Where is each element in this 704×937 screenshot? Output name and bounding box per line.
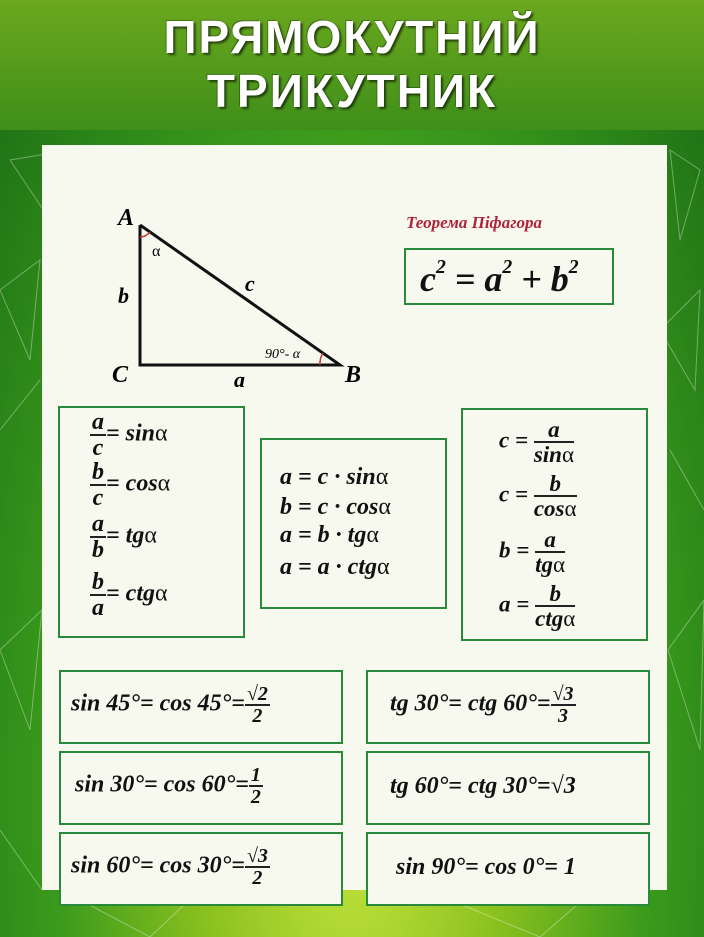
ratio-ctg: $\frac{b}{a}$ = ctgα bbox=[92, 569, 168, 621]
side-b-label: b bbox=[118, 283, 129, 308]
title-line-2: ТРИКУТНИК bbox=[206, 65, 498, 117]
vertex-c-label: C bbox=[112, 362, 129, 388]
identity-box-tg60 bbox=[366, 751, 650, 825]
pythagoras-label: Теорема Піфагора bbox=[406, 213, 542, 232]
ratio-tg: $\frac{a}{b}$ = tgα bbox=[92, 511, 157, 563]
quotient-row-2: c = $\frac{b}{\cos\alpha}$ bbox=[499, 471, 577, 521]
identity-sin45: sin 45°= cos 45°= $\frac{√2}{2}$ bbox=[71, 683, 268, 727]
angle-b-arc bbox=[320, 353, 323, 365]
identity-tg30: tg 30°= ctg 60°= $\frac{√3}{3}$ bbox=[390, 683, 574, 727]
title-banner bbox=[0, 0, 704, 130]
angle-alpha-label: α bbox=[152, 243, 161, 260]
product-row-2: b = c · cosα bbox=[280, 494, 391, 520]
identity-sin30: sin 30°= cos 60°= $\frac{1}{2}$ bbox=[75, 764, 261, 808]
quotient-row-3: b = $\frac{a}{\text{tgα}}$ bbox=[499, 527, 566, 577]
angle-b-label: 90°- α bbox=[265, 347, 301, 362]
ratio-cos: $\frac{b}{c}$ = cosα bbox=[92, 459, 171, 511]
pythagoras-formula-box bbox=[404, 248, 614, 305]
identity-box-sin45 bbox=[59, 670, 343, 744]
product-row-3: a = b · tgα bbox=[280, 522, 379, 548]
ratio-definitions-box bbox=[58, 406, 245, 638]
identity-box-sin60 bbox=[59, 832, 343, 906]
pythagoras-formula: $c^2 = a^2 + b^2$ bbox=[420, 256, 579, 299]
identity-sin60: sin 60°= cos 30°= $\frac{√3}{2}$ bbox=[71, 845, 268, 889]
quotient-row-1: c = $\frac{a}{\sin\alpha}$ bbox=[499, 417, 575, 467]
identity-box-sin30 bbox=[59, 751, 343, 825]
identity-box-sin90 bbox=[366, 832, 650, 906]
product-row-4: a = a · ctgα bbox=[280, 554, 390, 580]
side-products-box bbox=[260, 438, 447, 609]
identity-tg60: tg 60°= ctg 30°=√3 bbox=[390, 773, 576, 799]
quotient-row-4: a = $\frac{b}{\text{ctgα}}$ bbox=[499, 581, 576, 631]
vertex-a-label: A bbox=[118, 205, 135, 231]
identity-box-tg30 bbox=[366, 670, 650, 744]
ratio-sin: $\frac{a}{c}$ = sinα bbox=[92, 409, 168, 461]
triangle-sides bbox=[140, 225, 340, 365]
vertex-b-label: B bbox=[345, 362, 362, 388]
right-triangle-diagram bbox=[100, 200, 380, 395]
product-row-1: a = c · sinα bbox=[280, 464, 389, 490]
side-a-label: a bbox=[234, 367, 245, 392]
side-c-label: c bbox=[245, 271, 255, 296]
side-quotients-box bbox=[461, 408, 648, 641]
identity-sin90: sin 90°= cos 0°= 1 bbox=[396, 854, 576, 880]
title-line-1: ПРЯМОКУТНИЙ bbox=[163, 11, 541, 63]
